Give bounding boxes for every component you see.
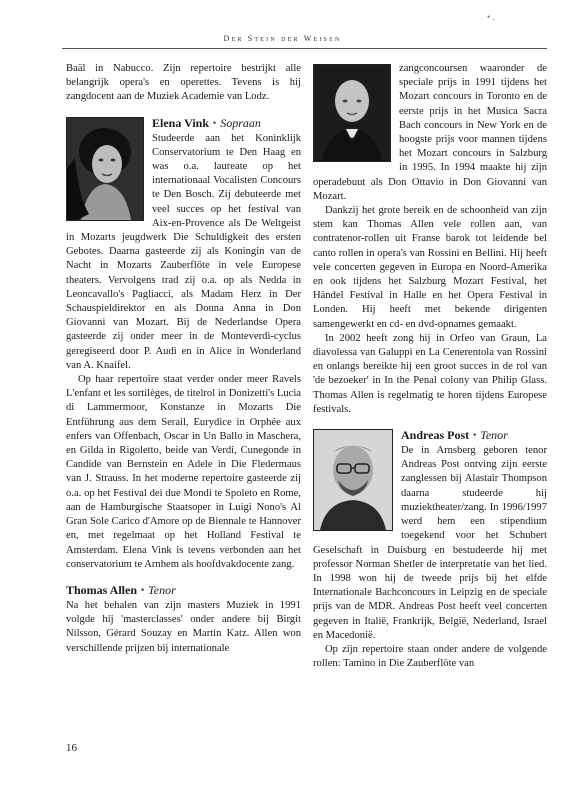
artist-heading-allen bbox=[66, 582, 301, 598]
portrait-andreas-post bbox=[313, 429, 393, 531]
section-andreas-post bbox=[313, 427, 547, 671]
running-header: Der Stein der Weisen bbox=[223, 34, 342, 43]
allen-paragraph-2: Dankzij het grote bereik en de schoonheid van zijn stem kan Thomas Allen vele rollen aan, van contratenor-rollen uit Franse barok tot leidende bel canto rollen in opera's van Rossini en Bellini. Hij heeft vele concerten gegeven in Europa en Noord-Amerika en ook tijdens het Salzburg Mozart Festival, het Händel Festival in Halle en het Opera Festival in Londen. Hij heeft met bekende dirigenten samengewerkt en cd- en dvd-opnames gemaakt. bbox=[313, 205, 547, 330]
artist-name: Thomas Allen bbox=[66, 582, 138, 597]
voice-type: Tenor bbox=[480, 428, 508, 443]
bullet-separator: • bbox=[213, 117, 217, 128]
section-elena-vink bbox=[66, 115, 301, 572]
page-number: 16 bbox=[66, 742, 77, 754]
allen-paragraph-3: In 2002 heeft zong hij in Orfeo van Graun, La diavolessa van Galuppi en La Cenerentola van Rossini en onlangs bereikte hij een groot succes in de rol van 'de bezoeker' in In the Penal colony van Philip Glass. Thomas Allen is regelmatig te horen tijdens Europese festivals. bbox=[313, 332, 547, 415]
left-column bbox=[66, 62, 301, 656]
header-rule bbox=[62, 48, 547, 49]
bullet-separator: • bbox=[141, 584, 145, 595]
vink-paragraph-1: Studeerde aan het Koninklijk Conservatorium te Den Haag en was o.a. laureate op het internationaal Vocalisten Concours te Den Bosch. Zij debuteerde met veel succes op het festival van Aix-en-Provence als De Weltgeist in Mozarts jeugdwerk Die Schuldigkeit des ersten Gebotes. Daarna gasteerde zij als Koningin van de Nacht in Mozarts Zauberflöte in vele Europese theaters. Vervolgens trad zij o.a. op als Nedda in Leoncavallo's Pagliacci, als Madam Herz in Der Schauspieldirektor en als Donna Anna in Don Giovanni van Mozart. Bij de Nederlandse Opera gasteerde zij onder meer in de Monteverdi-cyclus geregiseerd door P. Audi en in Alice in Wonderland van A. Knaifel. bbox=[66, 132, 301, 371]
right-column bbox=[313, 62, 547, 671]
allen-paragraph-1: Na het behalen van zijn masters Muziek in 1991 volgde hij 'masterclasses' onder andere bij Birgit Nilsson, Gérard Souzay en Martin Katz. Allen won verschillende prijzen bij internationale bbox=[66, 599, 301, 654]
voice-type: Sopraan bbox=[220, 115, 261, 130]
bullet-separator: • bbox=[473, 430, 477, 441]
portrait-elena-vink bbox=[66, 117, 144, 221]
vink-paragraph-2: Op haar repertoire staat verder onder meer Ravels L'enfant et les sortilèges, de titelrol in Donizetti's Lucia di Lammermoor, Konstanze in Mozarts Die Entführung aus dem Serail, Eurydice in Orphée aux enfers van Offenbach, Oscar in Un Ballo in Maschera, en Gilda in Rigoletto, beide van Verdi, Cunegonde in Candide van Bernstein en Adele in Die Fledermaus van J. Strauss. In het moderne repertoire gasteerde zij o.a. op het Festival dei due Mondi te Spoleto en Rome, aan de Hamburgische Staatsoper in Luigi Nono's Al Gran Sole Carico d'Amore op de Biennale te Hannover en, met regelmaat op het Holland Festival te Amsterdam. Elena Vink is tevens verbonden aan het conservatorium te Arnhem als hoofdvakdocente zang. bbox=[66, 374, 301, 570]
intro-paragraph: Baäl in Nabucco. Zijn repertoire bestrijkt alle belangrijk opera's en operettes. Tevens is hij zangdocent aan de Muziek Academie van Lodz. bbox=[66, 63, 301, 103]
voice-type: Tenor bbox=[148, 582, 176, 597]
post-paragraph-1: De in Arnsberg geboren tenor Andreas Post ontving zijn eerste zanglessen bij Alastair Thompson daarna studeerde hij muziektheater/zang. In 1996/1997 werd hem een stipendium toegekend voor het Schubert Geselschaft in Duisburg en bestudeerde hij met professor Norman Shetler de interpretatie van het lied. In 1998 won hij de tweede prijs bij het elfde Internationale Bachconcours in Leipzig en de speciale prijs van de MDR. Andreas Post heeft veel concerten gegeven in Italië, Frankrijk, België, Nederland, Israel en Macedonië. bbox=[313, 445, 547, 641]
artist-name: Elena Vink bbox=[152, 115, 210, 130]
section-thomas-allen bbox=[66, 582, 301, 656]
scan-speck: • . bbox=[487, 12, 495, 22]
allen-paragraph-continued: zangconcoursen waaronder de speciale prijs in 1991 tijdens het Mozart concours in Toronto en de eerste prijs in het Musica Sacra Bach concours in New York en de hoogste prijs voor mannen tijdens het Mozart concours in Salzburg in 1995. In 1994 maakte hij zijn operadebuut als Don Ottavio in Don Giovanni van Mozart. bbox=[313, 63, 547, 202]
artist-name: Andreas Post bbox=[401, 428, 470, 443]
portrait-thomas-allen bbox=[313, 64, 391, 162]
post-paragraph-2: Op zijn repertoire staan onder andere de volgende rollen: Tamino in Die Zauberflöte van bbox=[313, 643, 547, 670]
